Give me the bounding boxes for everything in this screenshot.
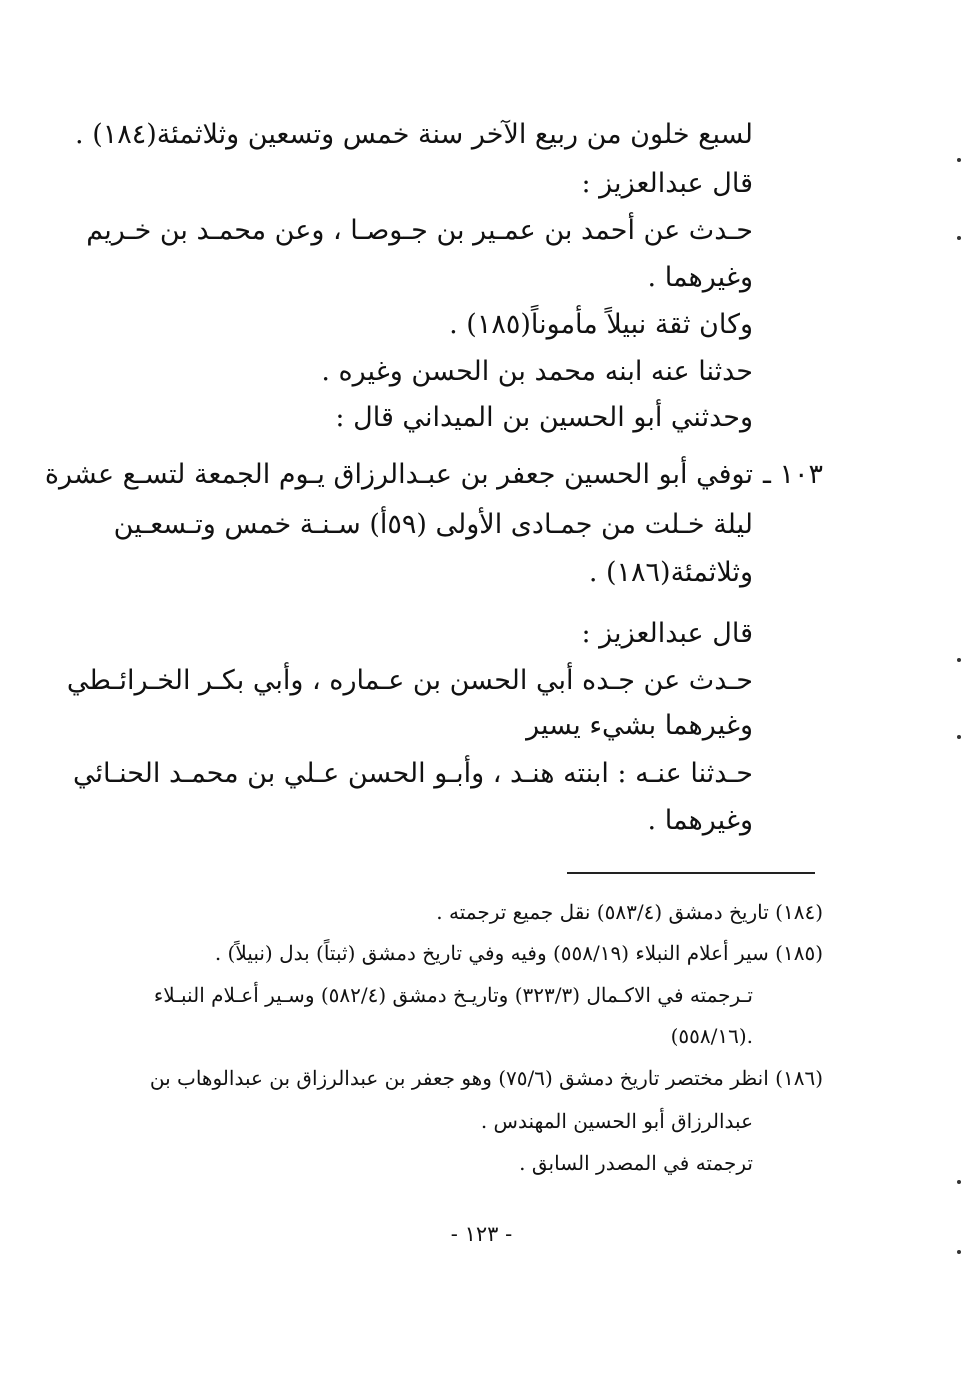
entry-line: توفي أبو الحسين جعفر بن عبـدالرزاق يـوم الجمعة لتسـع عشرة (44, 459, 753, 490)
text-line: قال عبدالعزيز : (581, 618, 753, 649)
entry-line: ليلة خـلت من جمـادى الأولى (٥٩أ) سـنـة خمس وتـسعـين (113, 509, 753, 540)
footnote-line: (١٨٥) سير أعلام النبلاء (٥٥٨/١٩) وفيه وفي تاريخ دمشق (ثبتاً) بدل (نبيلاً) . (214, 941, 823, 965)
text-line: وغيرهما بشيء يسير (526, 710, 753, 741)
footnote-separator (567, 872, 815, 874)
text-line: وكان ثقة نبيلاً مأموناً(١٨٥) . (449, 309, 753, 340)
scan-speck (957, 1250, 961, 1254)
scan-speck (957, 236, 961, 240)
text-line: قال عبدالعزيز : (581, 168, 753, 199)
footnote-line: (١٨٤) تاريخ دمشق (٥٨٣/٤) نقل جميع ترجمته . (436, 900, 823, 924)
text-line: حـدث عن جـده أبي الحسن بن عـماره ، وأبي بكـر الخـرائـطي (66, 665, 753, 696)
entry-number: ١٠٣ ـ (762, 459, 823, 490)
scan-speck (957, 658, 961, 662)
scan-speck (957, 158, 961, 162)
text-line: حدثنا عنه ابنه محمد بن الحسن وغيره . (321, 356, 753, 387)
footnote-line: عبدالرزاق أبو الحسين المهندس . (480, 1109, 753, 1133)
entry-line: وثلاثمئة(١٨٦) . (588, 557, 753, 588)
text-line: حـدث عن أحمد بن عمـير بن جـوصـا ، وعن محمـد بن خـريم (86, 215, 753, 246)
text-line: وحدثني أبو الحسين بن الميداني قال : (335, 402, 753, 433)
footnote-line: ترجمته في المصدر السابق . (519, 1151, 753, 1175)
text-line: وغيرهما . (647, 262, 753, 293)
scan-speck (957, 735, 961, 739)
text-line: وغيرهما . (647, 805, 753, 836)
footnote-line: تـرجمته في الاكـمال (٣٢٣/٣) وتاريـخ دمشق (٥٨٢/٤) وسـير أعـلام النبـلاء (153, 983, 753, 1007)
footnote-line: (١٨٦) انظر مختصر تاريخ دمشق (٧٥/٦) وهو جعفر بن عبدالرزاق بن عبدالوهاب بن (149, 1066, 823, 1090)
text-line: حـدثنا عنـه : ابنته هنـد ، وأبـو الحسن عـلي بن محمـد الحنـائي (72, 758, 753, 789)
text-line: لسبع خلون من ربيع الآخر سنة خمس وتسعين وثلاثمئة(١٨٤) . (75, 119, 753, 150)
footnote-line: (٥٥٨/١٦). (670, 1024, 753, 1048)
page-number: - ١٢٣ - (450, 1222, 513, 1246)
scan-speck (957, 1180, 961, 1184)
